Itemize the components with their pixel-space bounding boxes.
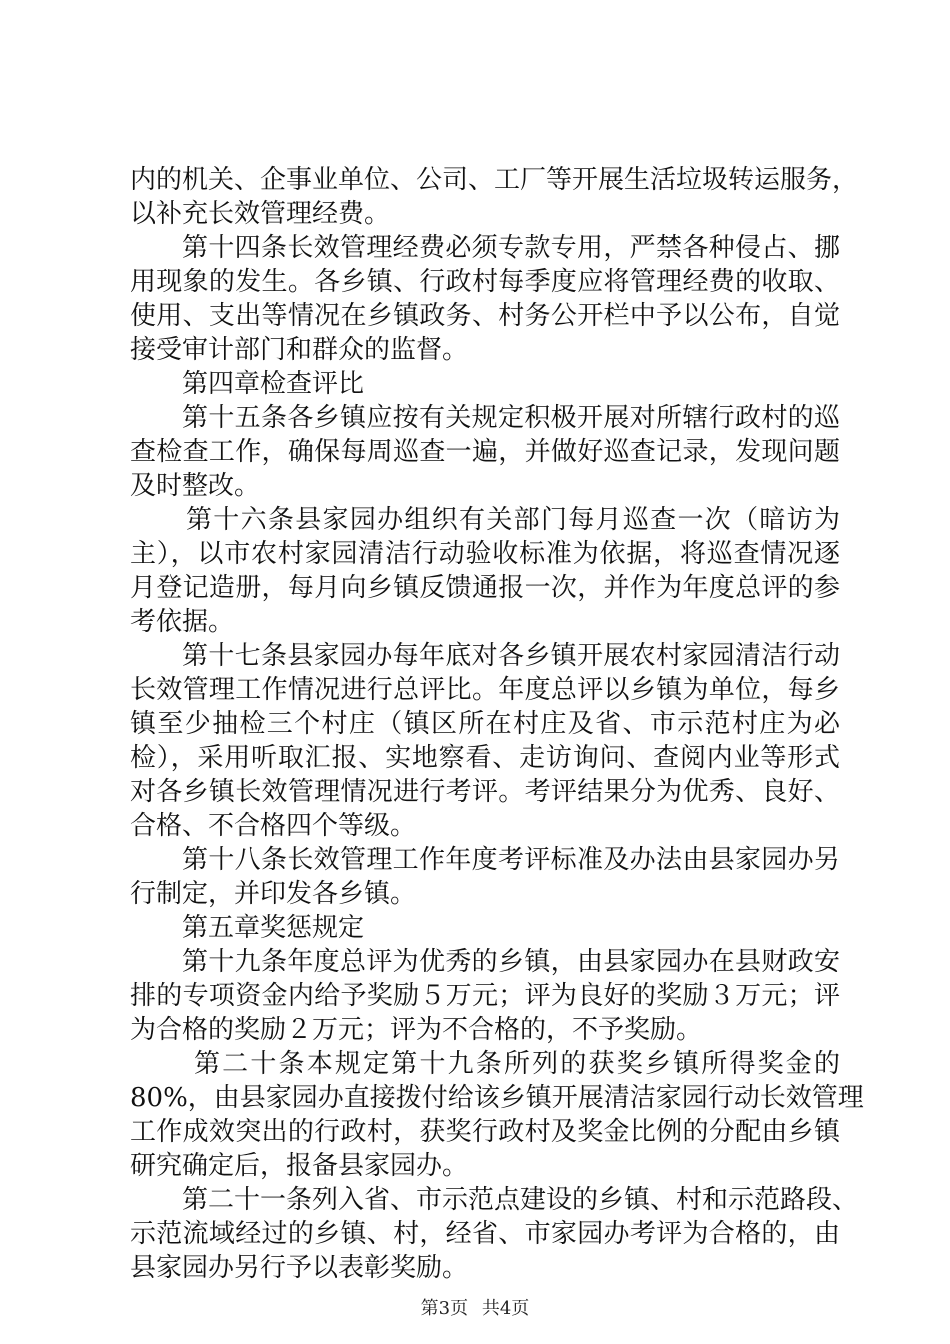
text-line: 为合格的奖励２万元；评为不合格的，不予奖励。 <box>130 1015 703 1045</box>
text-line: 使用、支出等情况在乡镇政务、村务公开栏中予以公布，自觉 <box>130 301 840 331</box>
page-total: 共4页 <box>481 1298 530 1319</box>
text-line: 月登记造册，每月向乡镇反馈通报一次，并作为年度总评的参 <box>130 573 840 603</box>
text-line: 研究确定后，报备县家园办。 <box>130 1151 469 1181</box>
text-line: 第十九条年度总评为优秀的乡镇，由县家园办在县财政安 <box>182 947 840 977</box>
text-line: 工作成效突出的行政村，获奖行政村及奖金比例的分配由乡镇 <box>130 1117 840 1147</box>
text-line: 第二十一条列入省、市示范点建设的乡镇、村和示范路段、 <box>182 1185 859 1215</box>
text-line: 第十七条县家园办每年底对各乡镇开展农村家园清洁行动 <box>182 641 840 671</box>
text-line: 第十六条县家园办组织有关部门每月巡查一次（暗访为 <box>186 505 840 535</box>
text-line: 行制定，并印发各乡镇。 <box>130 879 417 909</box>
text-line: 及时整改。 <box>130 471 261 501</box>
text-line: 第二十条本规定第十九条所列的获奖乡镇所得奖金的 <box>194 1049 840 1079</box>
text-line: 示范流域经过的乡镇、村，经省、市家园办考评为合格的，由 <box>130 1219 840 1249</box>
page-footer <box>0 1297 950 1321</box>
text-line: 排的专项资金内给予奖励５万元；评为良好的奖励３万元；评 <box>130 981 840 1011</box>
text-line: 查检查工作，确保每周巡查一遍，并做好巡查记录，发现问题 <box>130 437 840 467</box>
text-line: 考依据。 <box>130 607 235 637</box>
text-line: 第五章奖惩规定 <box>182 913 365 943</box>
text-line: 镇至少抽检三个村庄（镇区所在村庄及省、市示范村庄为必 <box>130 709 840 739</box>
text-line: 内的机关、企事业单位、公司、工厂等开展生活垃圾转运服务， <box>130 165 859 195</box>
text-line: 主），以市农村家园清洁行动验收标准为依据，将巡查情况逐 <box>130 539 840 569</box>
text-line: 第四章检查评比 <box>182 369 365 399</box>
text-line: 以补充长效管理经费。 <box>130 199 391 229</box>
text-line: 第十五条各乡镇应按有关规定积极开展对所辖行政村的巡 <box>182 403 840 433</box>
text-line: 长效管理工作情况进行总评比。年度总评以乡镇为单位，每乡 <box>130 675 840 705</box>
text-line: 用现象的发生。各乡镇、行政村每季度应将管理经费的收取、 <box>130 267 840 297</box>
text-line: 县家园办另行予以表彰奖励。 <box>130 1253 469 1283</box>
text-line: 对各乡镇长效管理情况进行考评。考评结果分为优秀、良好、 <box>130 777 840 807</box>
text-line: 第十四条长效管理经费必须专款专用，严禁各种侵占、挪 <box>182 233 840 263</box>
text-line: 检），采用听取汇报、实地察看、走访询问、查阅内业等形式 <box>130 743 840 773</box>
text-line: 80%，由县家园办直接拨付给该乡镇开展清洁家园行动长效管理 <box>130 1083 864 1113</box>
text-line: 合格、不合格四个等级。 <box>130 811 417 841</box>
page-number: 第3页 <box>420 1298 469 1319</box>
text-line: 第十八条长效管理工作年度考评标准及办法由县家园办另 <box>182 845 840 875</box>
text-line: 接受审计部门和群众的监督。 <box>130 335 469 365</box>
